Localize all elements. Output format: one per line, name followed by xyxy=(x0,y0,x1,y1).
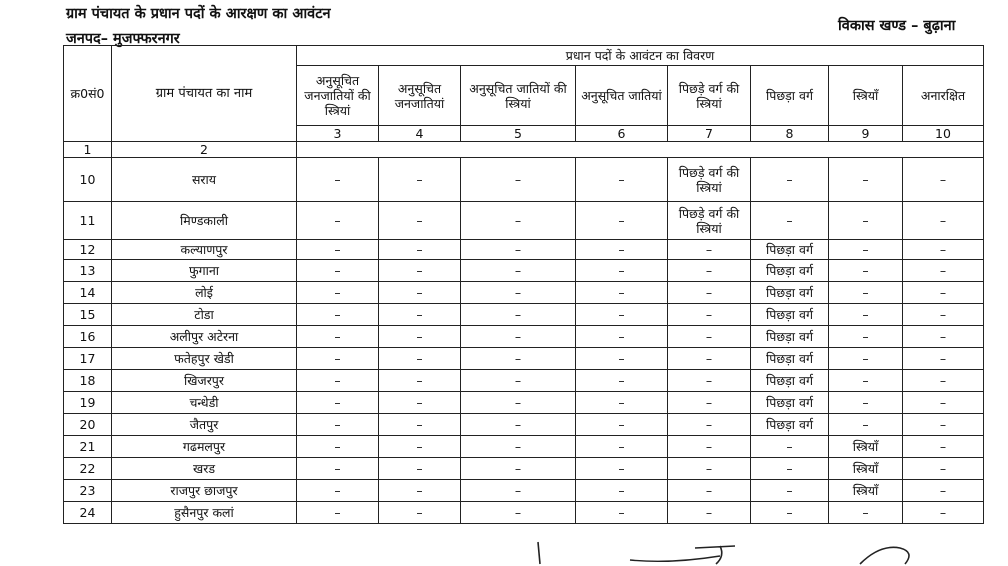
allocation-cell: – xyxy=(751,458,829,480)
district-label: जनपद– मुजफ्फरनगर xyxy=(66,31,180,47)
allocation-cell: – xyxy=(297,370,379,392)
panchayat-name: गढमलपुर xyxy=(112,436,297,458)
serial-number: 24 xyxy=(64,502,112,524)
panchayat-name: लोई xyxy=(112,282,297,304)
allocation-cell: – xyxy=(829,370,903,392)
allocation-cell: – xyxy=(461,240,576,260)
allocation-cell: – xyxy=(461,392,576,414)
panchayat-name: सराय xyxy=(112,158,297,202)
allocation-cell: – xyxy=(461,348,576,370)
header-serial-no: क्र0सं0 xyxy=(64,46,112,142)
allocation-cell: – xyxy=(576,304,668,326)
allocation-cell: – xyxy=(668,480,751,502)
header-category: स्त्रियाँ xyxy=(829,66,903,126)
allocation-cell: – xyxy=(829,304,903,326)
allocation-cell: – xyxy=(461,370,576,392)
allocation-cell: – xyxy=(668,348,751,370)
allocation-cell: – xyxy=(668,392,751,414)
allocation-cell: – xyxy=(379,458,461,480)
allocation-cell: – xyxy=(297,260,379,282)
panchayat-name: चन्धेडी xyxy=(112,392,297,414)
allocation-cell: – xyxy=(751,436,829,458)
panchayat-name: फतेहपुर खेडी xyxy=(112,348,297,370)
allocation-cell: – xyxy=(668,458,751,480)
allocation-cell: – xyxy=(297,458,379,480)
panchayat-name: फुगाना xyxy=(112,260,297,282)
serial-number: 11 xyxy=(64,202,112,240)
table-row xyxy=(64,480,984,502)
block-label: विकास खण्ड – बुढ़ाना xyxy=(838,18,956,34)
allocation-cell: – xyxy=(903,480,984,502)
allocation-cell: पिछड़ा वर्ग xyxy=(751,370,829,392)
header-category: पिछड़ा वर्ग xyxy=(751,66,829,126)
reservation-table xyxy=(63,45,984,524)
table-row xyxy=(64,436,984,458)
table-row xyxy=(64,202,984,240)
allocation-cell: – xyxy=(576,370,668,392)
allocation-cell: – xyxy=(903,370,984,392)
panchayat-name: मिण्डकाली xyxy=(112,202,297,240)
header-allocation-details: प्रधान पदों के आवंटन का विवरण xyxy=(297,46,984,66)
column-number: 6 xyxy=(576,126,668,142)
allocation-cell: – xyxy=(829,240,903,260)
allocation-cell: – xyxy=(576,414,668,436)
allocation-cell: – xyxy=(751,158,829,202)
allocation-cell: – xyxy=(829,348,903,370)
allocation-cell: – xyxy=(668,282,751,304)
allocation-cell: पिछड़ा वर्ग xyxy=(751,260,829,282)
allocation-cell: – xyxy=(576,240,668,260)
serial-number: 19 xyxy=(64,392,112,414)
allocation-cell: – xyxy=(903,202,984,240)
allocation-cell: – xyxy=(829,282,903,304)
allocation-cell: – xyxy=(297,436,379,458)
allocation-cell: – xyxy=(379,304,461,326)
serial-number: 22 xyxy=(64,458,112,480)
allocation-cell: – xyxy=(297,158,379,202)
allocation-cell: – xyxy=(903,326,984,348)
allocation-cell: – xyxy=(668,370,751,392)
panchayat-name: कल्याणपुर xyxy=(112,240,297,260)
allocation-cell: – xyxy=(576,480,668,502)
allocation-cell: – xyxy=(461,158,576,202)
allocation-cell: – xyxy=(829,392,903,414)
allocation-cell: – xyxy=(829,326,903,348)
header-category: पिछड़े वर्ग की स्त्रियां xyxy=(668,66,751,126)
allocation-cell: – xyxy=(903,304,984,326)
serial-number: 23 xyxy=(64,480,112,502)
table-row xyxy=(64,240,984,260)
table-row xyxy=(64,370,984,392)
allocation-cell: – xyxy=(668,260,751,282)
allocation-cell: – xyxy=(379,480,461,502)
panchayat-name: खिजरपुर xyxy=(112,370,297,392)
column-number: 9 xyxy=(829,126,903,142)
serial-number: 12 xyxy=(64,240,112,260)
allocation-cell: – xyxy=(576,260,668,282)
table-row xyxy=(64,304,984,326)
allocation-cell: – xyxy=(829,260,903,282)
allocation-cell: – xyxy=(297,202,379,240)
allocation-cell: – xyxy=(903,158,984,202)
allocation-cell: – xyxy=(379,436,461,458)
table-row xyxy=(64,392,984,414)
allocation-cell: – xyxy=(903,392,984,414)
allocation-cell: – xyxy=(379,348,461,370)
allocation-cell: – xyxy=(829,414,903,436)
table-row xyxy=(64,348,984,370)
column-number: 8 xyxy=(751,126,829,142)
allocation-cell: – xyxy=(461,414,576,436)
allocation-cell: – xyxy=(297,502,379,524)
allocation-cell: – xyxy=(379,502,461,524)
allocation-cell: – xyxy=(751,502,829,524)
allocation-cell: – xyxy=(379,392,461,414)
allocation-cell: – xyxy=(461,458,576,480)
allocation-cell: – xyxy=(297,326,379,348)
column-number: 10 xyxy=(903,126,984,142)
panchayat-name: जैतपुर xyxy=(112,414,297,436)
allocation-cell: – xyxy=(668,304,751,326)
allocation-cell: – xyxy=(379,202,461,240)
table-row xyxy=(64,158,984,202)
allocation-cell: – xyxy=(379,240,461,260)
table-row xyxy=(64,458,984,480)
panchayat-name: राजपुर छाजपुर xyxy=(112,480,297,502)
panchayat-name: खरड xyxy=(112,458,297,480)
column-number: 4 xyxy=(379,126,461,142)
allocation-cell: – xyxy=(297,282,379,304)
allocation-cell: – xyxy=(751,480,829,502)
header-panchayat-name: ग्राम पंचायत का नाम xyxy=(112,46,297,142)
header-category: अनुसूचित जातियां xyxy=(576,66,668,126)
page-title: ग्राम पंचायत के प्रधान पदों के आरक्षण का आवंटन xyxy=(66,6,331,22)
allocation-cell: – xyxy=(461,202,576,240)
allocation-cell: स्त्रियाँ xyxy=(829,436,903,458)
allocation-cell: पिछड़े वर्ग की स्त्रियां xyxy=(668,158,751,202)
allocation-cell: – xyxy=(668,326,751,348)
allocation-cell: – xyxy=(576,282,668,304)
allocation-cell: – xyxy=(576,458,668,480)
serial-number: 21 xyxy=(64,436,112,458)
serial-number: 13 xyxy=(64,260,112,282)
allocation-cell: पिछड़ा वर्ग xyxy=(751,348,829,370)
allocation-cell: – xyxy=(461,502,576,524)
allocation-cell: – xyxy=(379,158,461,202)
header-category: अनुसूचित जनजातियां xyxy=(379,66,461,126)
allocation-cell: पिछड़ा वर्ग xyxy=(751,240,829,260)
allocation-cell: – xyxy=(903,458,984,480)
allocation-cell: स्त्रियाँ xyxy=(829,458,903,480)
allocation-cell: – xyxy=(576,348,668,370)
allocation-cell: – xyxy=(903,260,984,282)
allocation-cell: – xyxy=(461,282,576,304)
table-body xyxy=(64,158,984,524)
allocation-cell: – xyxy=(297,304,379,326)
table-row xyxy=(64,414,984,436)
serial-number: 17 xyxy=(64,348,112,370)
allocation-cell: – xyxy=(903,282,984,304)
allocation-cell: – xyxy=(379,370,461,392)
serial-number: 20 xyxy=(64,414,112,436)
allocation-cell: – xyxy=(461,260,576,282)
allocation-cell: पिछड़ा वर्ग xyxy=(751,282,829,304)
allocation-cell: पिछड़ा वर्ग xyxy=(751,304,829,326)
panchayat-name: हुसैनपुर कलां xyxy=(112,502,297,524)
allocation-cell: – xyxy=(751,202,829,240)
column-number: 7 xyxy=(668,126,751,142)
allocation-cell: – xyxy=(297,348,379,370)
allocation-cell: – xyxy=(297,392,379,414)
allocation-cell: पिछड़ा वर्ग xyxy=(751,414,829,436)
column-number: 2 xyxy=(112,142,297,158)
allocation-cell: पिछड़ा वर्ग xyxy=(751,326,829,348)
allocation-cell: – xyxy=(668,414,751,436)
column-number: 3 xyxy=(297,126,379,142)
allocation-cell: स्त्रियाँ xyxy=(829,480,903,502)
allocation-cell: – xyxy=(903,502,984,524)
serial-number: 18 xyxy=(64,370,112,392)
allocation-cell: – xyxy=(461,480,576,502)
allocation-cell: – xyxy=(297,240,379,260)
header-category: अनुसूचित जातियों की स्त्रियां xyxy=(461,66,576,126)
allocation-cell: – xyxy=(576,326,668,348)
allocation-cell: – xyxy=(297,414,379,436)
header-category: अनुसूचित जनजातियों की स्त्रियां xyxy=(297,66,379,126)
table-row xyxy=(64,326,984,348)
allocation-cell: – xyxy=(903,414,984,436)
panchayat-name: टोडा xyxy=(112,304,297,326)
table-row xyxy=(64,282,984,304)
allocation-cell: – xyxy=(903,348,984,370)
allocation-cell: – xyxy=(668,240,751,260)
allocation-cell: – xyxy=(829,202,903,240)
allocation-cell: – xyxy=(829,502,903,524)
allocation-cell: – xyxy=(461,326,576,348)
allocation-cell: – xyxy=(576,158,668,202)
serial-number: 16 xyxy=(64,326,112,348)
column-number-filler xyxy=(297,142,984,158)
allocation-cell: – xyxy=(576,436,668,458)
allocation-cell: – xyxy=(903,436,984,458)
allocation-cell: पिछड़े वर्ग की स्त्रियां xyxy=(668,202,751,240)
allocation-cell: – xyxy=(576,392,668,414)
allocation-cell: – xyxy=(379,414,461,436)
table-row xyxy=(64,502,984,524)
allocation-cell: – xyxy=(576,202,668,240)
header-category: अनारक्षित xyxy=(903,66,984,126)
allocation-cell: – xyxy=(379,282,461,304)
table-row xyxy=(64,260,984,282)
handwritten-signature xyxy=(520,540,940,566)
allocation-cell: – xyxy=(461,436,576,458)
allocation-cell: – xyxy=(379,326,461,348)
allocation-cell: – xyxy=(576,502,668,524)
allocation-cell: – xyxy=(829,158,903,202)
serial-number: 15 xyxy=(64,304,112,326)
column-number: 5 xyxy=(461,126,576,142)
allocation-cell: – xyxy=(461,304,576,326)
allocation-cell: – xyxy=(379,260,461,282)
allocation-cell: – xyxy=(668,436,751,458)
panchayat-name: अलीपुर अटेरना xyxy=(112,326,297,348)
allocation-cell: – xyxy=(903,240,984,260)
serial-number: 14 xyxy=(64,282,112,304)
allocation-cell: – xyxy=(668,502,751,524)
allocation-cell: – xyxy=(297,480,379,502)
serial-number: 10 xyxy=(64,158,112,202)
column-number: 1 xyxy=(64,142,112,158)
allocation-cell: पिछड़ा वर्ग xyxy=(751,392,829,414)
